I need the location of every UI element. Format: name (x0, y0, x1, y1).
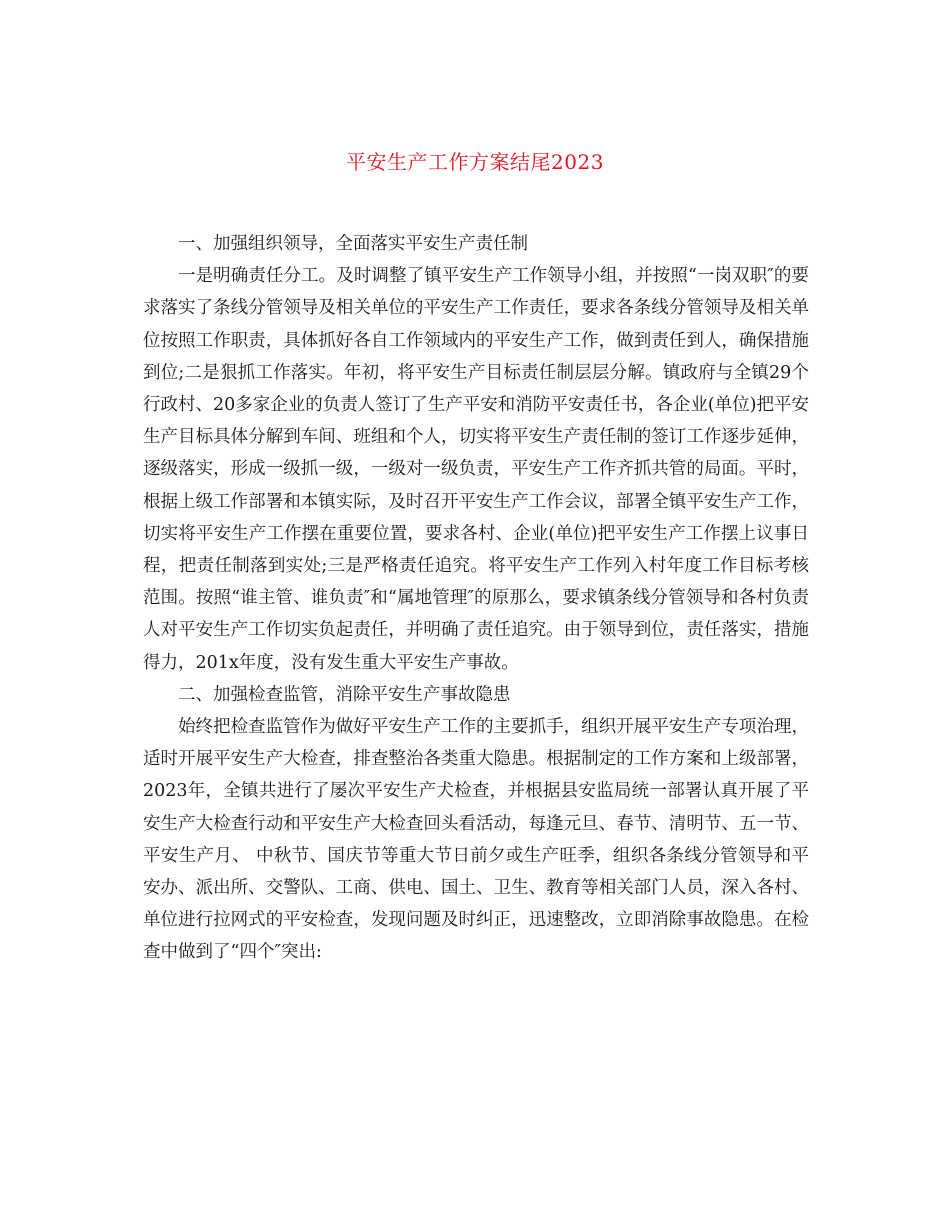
paragraph-2: 始终把检查监管作为做好平安生产工作的主要抓手，组织开展平安生产专项治理，适时开展平安生产大检查，排查整治各类重大隐患。根据制定的工作方案和上级部署，2023年，全镇共进行了屡次平安生产犬检查，并根据县安监局统一部署认真开展了平安生产大检查行动和平安生产大检查回头看活动，每逢元旦、春节、清明节、五一节、平安生产月、 中秋节、国庆节等重大节日前夕或生产旺季，组织各条线分管领导和平安办、派出所、交警队、工商、供电、国土、卫生、教育等相关部门人员，深入各村、单位进行拉网式的平安检查，发现问题及时纠正，迅速整改，立即消除事故隐患。在检查中做到了“四个″突出: (143, 717, 809, 963)
section-heading-2: 二、加强检查监管，消除平安生产事故隐患 (178, 684, 511, 705)
paragraph-1: 一是明确责任分工。及时调整了镇平安生产工作领导小组，并按照“一岗双职″的要求落实了条线分管领导及相关单位的平安生产工作责任，要求各条线分管领导及相关单位按照工作职责，具体抓好各自工作领域内的平安生产工作，做到责任到人，确保措施到位;二是狠抓工作落实。年初，将平安生产目标责任制层层分解。镇政府与全镇29个行政村、20多家企业的负责人签订了生产平安和消防平安责任书，各企业(单位)把平安生产目标具体分解到车间、班组和个人，切实将平安生产责任制的签订工作逐步延伸，逐级落实，形成一级抓一级，一级对一级负责，平安生产工作齐抓共管的局面。平时，根据上级工作部署和本镇实际，及时召开平安生产工作会议，部署全镇平安生产工作，切实将平安生产工作摆在重要位置，要求各村、企业(单位)把平安生产工作摆上议事日程，把责任制落到实处;三是严格责任追究。将平安生产工作列入村年度工作目标考核范围。按照“谁主管、谁负责″和“属地管理″的原那么，要求镇条线分管领导和各村负责人对平安生产工作切实负起责任，并明确了责任追究。由于领导到位，责任落实，措施得力，201x年度，没有发生重大平安生产事故。 (143, 266, 809, 673)
document-body (143, 228, 809, 969)
document-title: 平安生产工作方案结尾2023 (346, 150, 604, 174)
section-heading-1: 一、加强组织领导，全面落实平安生产责任制 (178, 234, 528, 254)
